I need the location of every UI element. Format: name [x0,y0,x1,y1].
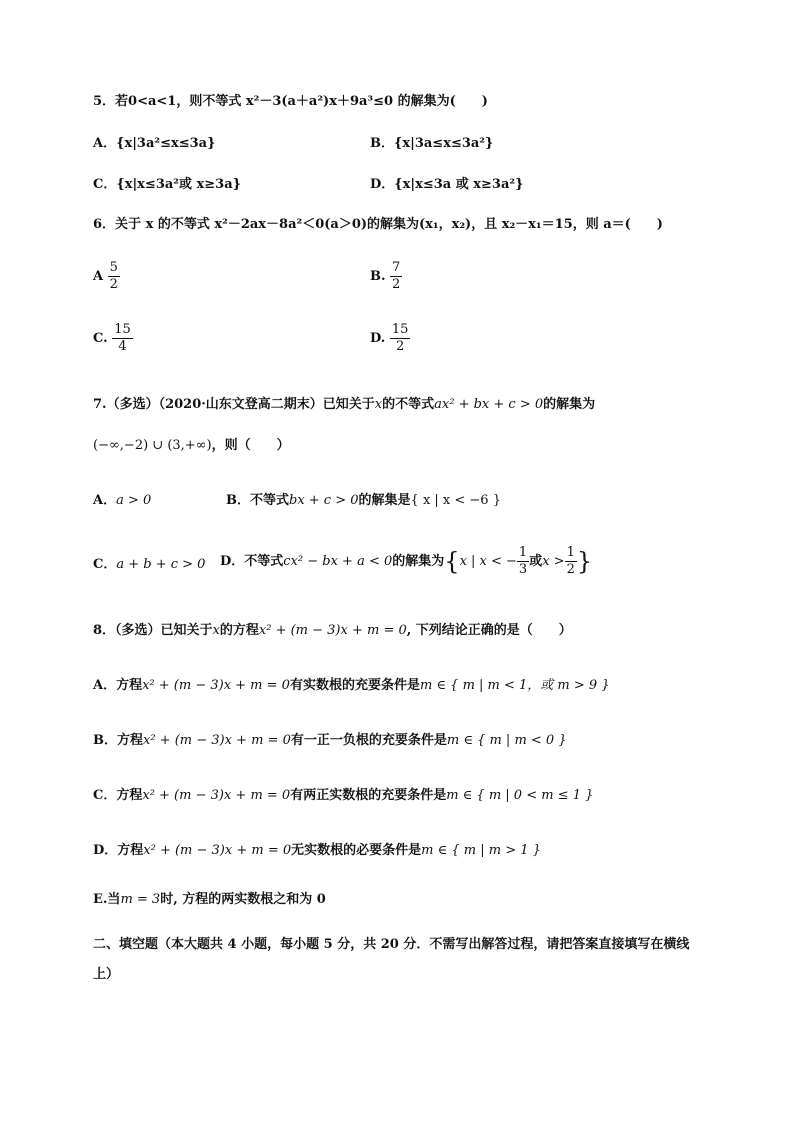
q7-d-right-brace: } [576,547,593,576]
q8-option-a-mid: 有实数根的充要条件是 [289,678,420,693]
q5-option-d: D．{x|x≤3a 或 x≥3a²} [370,177,524,192]
q8-stem-equation: x² + (m − 3)x + m = 0 [258,623,407,638]
q7-stem-line2 [93,436,290,456]
q7-option-b-label: B．不等式 [226,493,289,508]
q6-option-b-label: B. [370,269,386,284]
q8-option-b-set: m ∈ { m | m < 0 } [446,733,567,748]
q7-d-set-mid: x > [542,554,565,569]
q8-option-d-set: m ∈ { m | m > 1 } [421,843,541,858]
q8-option-b-label: B．方程 [93,733,143,748]
q6-option-a-fraction [108,260,120,293]
q7-d-set-pre: x | x < − [459,554,517,569]
q8-option-e-math: m = 3 [120,892,161,907]
q7-d-numerator-1: 1 [518,545,528,560]
q6-option-d [370,322,410,355]
q7-solution-set: (−∞,−2) ∪ (3,+∞) [93,438,212,453]
q8-option-e-suffix: 时, 方程的两实数根之和为 0 [160,892,326,907]
q7-d-fraction-1 [517,545,529,578]
q7-d-numerator-2: 1 [566,545,575,560]
q8-option-c-set: m ∈ { m | 0 < m ≤ 1 } [446,788,594,803]
q7-option-d [220,545,592,578]
q7-option-c-math: a + b + c > 0 [116,557,206,572]
q8-option-b-mid: 有一正一负根的充要条件是 [290,733,447,748]
q8-option-d [93,841,541,861]
q7-d-or: 或 [529,554,543,569]
q6-option-d-fraction [390,322,411,355]
q6-option-b-fraction [390,260,402,293]
q6-b-numerator: 7 [392,260,401,275]
q6-c-denominator: 4 [118,339,127,354]
q7-option-c-label: C． [93,557,117,572]
q8-option-d-label: D．方程 [93,843,144,858]
q7-d-denominator-1: 3 [518,562,528,577]
q6-d-denominator: 2 [396,339,405,354]
q6-a-numerator: 5 [109,260,118,275]
q8-stem-mid: 的方程 [219,623,259,638]
q8-option-e-label: E.当 [93,892,121,907]
q5-option-c: C．{x|x≤3a²或 x≥3a} [93,177,241,192]
q8-option-c-equation: x² + (m − 3)x + m = 0 [142,788,291,803]
q6-option-c-fraction [112,322,133,355]
q7-d-fraction-2 [565,545,577,578]
q8-stem-suffix: , 下列结论正确的是（ ） [406,623,572,638]
q6-a-denominator: 2 [109,277,118,292]
q8-option-a [93,676,610,696]
q8-option-b-equation: x² + (m − 3)x + m = 0 [143,733,291,748]
q7-option-b-set: { x | x < −6 } [410,493,501,508]
q7-stem-inequality: ax² + bx + c > 0 [434,397,544,412]
q8-stem-x: x [212,623,220,638]
q7-option-d-label: D．不等式 [220,554,284,569]
q6-option-c-label: C. [93,331,108,346]
q6-stem: 6．关于 x 的不等式 x²－2ax－8a²＜0(a＞0)的解集为(x₁，x₂)，且 x₂－x₁＝15，则 a＝( ) [93,217,663,232]
q7-d-left-brace: { [444,547,460,576]
q6-option-b [370,260,402,293]
section-2-heading: 二、填空题（本大题共 4 小题，每小题 5 分，共 20 分．不需写出解答过程，请把答案直接填写在横线上） [93,937,690,982]
q8-option-c-label: C．方程 [93,788,143,803]
q6-option-a-label: A [93,269,104,284]
q5-option-b: B．{x|3a≤x≤3a²} [370,136,494,151]
q7-option-b-mid: 的解集是 [358,493,411,508]
q7-option-d-mid: 的解集为 [392,554,445,569]
q7-option-d-math: cx² − bx + a < 0 [283,554,393,569]
q7-option-a-label: A． [93,493,117,508]
q6-option-a [93,260,120,293]
q8-option-c [93,786,593,806]
q8-option-b [93,731,567,751]
q7-line2-suffix: ，则（ ） [211,438,290,453]
q8-stem [93,621,572,641]
q7-option-a [93,491,151,511]
q6-b-denominator: 2 [392,277,401,292]
q8-option-a-label: A．方程 [93,678,143,693]
q8-option-d-equation: x² + (m − 3)x + m = 0 [143,843,292,858]
q8-option-a-set: m ∈ { m | m < 1，或 m > 9 } [419,678,610,693]
q8-stem-prefix: 8．（多选）已知关于 [93,623,213,638]
q8-option-a-equation: x² + (m − 3)x + m = 0 [142,678,290,693]
q7-stem [93,395,595,415]
q6-option-c [93,322,133,355]
q7-option-c [93,555,205,575]
q7-option-b-math: bx + c > 0 [289,493,359,508]
q7-stem-prefix: 7.（多选）（2020·山东文登高二期末）已知关于 [93,397,375,412]
q5-option-a: A．{x|3a²≤x≤3a} [93,136,216,151]
q8-option-d-mid: 无实数根的必要条件是 [291,843,422,858]
q7-option-a-math: a > 0 [116,493,152,508]
q7-stem-x: x [374,397,383,412]
q8-option-c-mid: 有两正实数根的充要条件是 [290,788,447,803]
q8-option-e [93,890,326,910]
q7-option-b [226,491,501,511]
q6-option-d-label: D. [370,331,386,346]
q5-stem: 5．若0<a<1，则不等式 x²－3(a＋a²)x＋9a³≤0 的解集为( ) [93,94,488,109]
q7-stem-suffix: 的解集为 [543,397,596,412]
q6-c-numerator: 15 [114,322,131,337]
q7-d-denominator-2: 2 [566,562,575,577]
q7-stem-mid: 的不等式 [382,397,435,412]
q6-d-numerator: 15 [391,322,409,337]
